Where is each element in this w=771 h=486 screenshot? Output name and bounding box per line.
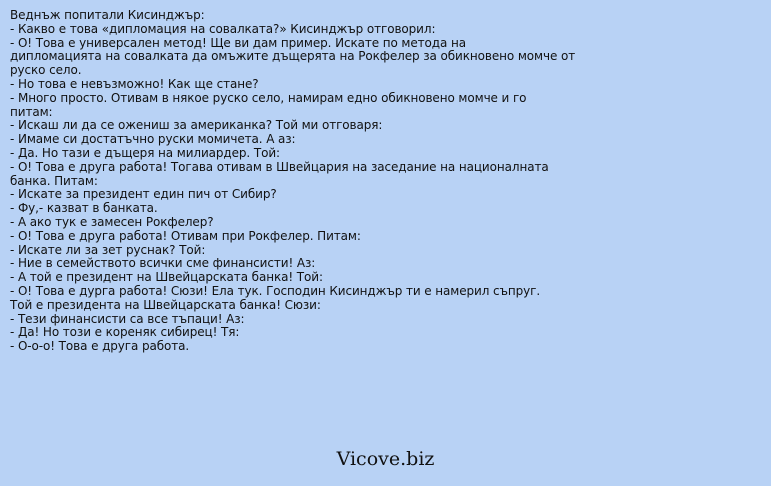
joke-line: - О! Това е друга работа! Отивам при Рокфелер. Питам: xyxy=(10,228,361,243)
joke-line: - Фу,- казват в банката. xyxy=(10,201,158,216)
joke-line: - Да! Но този е кореняк сибирец! Тя: xyxy=(10,325,240,340)
joke-text xyxy=(10,9,765,354)
joke-line: - Искате за президент един пич от Сибир? xyxy=(10,187,277,202)
joke-line: Веднъж попитали Кисинджър: xyxy=(10,8,205,22)
joke-line: - Но това е невъзможно! Как ще стане? xyxy=(10,76,259,91)
joke-line: - А той е президент на Швейцарската банка! Той: xyxy=(10,270,323,285)
joke-line: - О! Това е универсален метод! Ще ви дам пример. Искате по метода на xyxy=(10,35,466,50)
joke-line: - Тези финансисти са все тъпаци! Аз: xyxy=(10,311,245,326)
joke-line: руско село. xyxy=(10,63,82,78)
joke-line: питам: xyxy=(10,104,53,119)
joke-line: дипломацията на совалката да омъжите дъщерята на Рокфелер за обикновено момче от xyxy=(10,49,576,64)
joke-line: банка. Питам: xyxy=(10,173,98,188)
joke-line: - А ако тук е замесен Рокфелер? xyxy=(10,214,214,229)
joke-line: - Имаме си достатъчно руски момичета. А аз: xyxy=(10,132,296,147)
joke-line: - Какво е това «дипломация на совалката?» Кисинджър отговорил: xyxy=(10,21,436,36)
joke-line: - Да. Но тази е дъщеря на милиардер. Той: xyxy=(10,145,280,160)
joke-line: - О! Това е друга работа! Тогава отивам в Швейцария на заседание на националната xyxy=(10,159,549,174)
joke-line: - Искате ли за зет руснак? Той: xyxy=(10,242,206,257)
joke-line: - О-о-о! Това е друга работа. xyxy=(10,339,190,354)
joke-line: - Много просто. Отивам в някое руско село, намирам едно обикновено момче и го xyxy=(10,90,527,105)
site-watermark: Vicove.biz xyxy=(336,448,435,470)
joke-line: Той е президента на Швейцарската банка! Сюзи: xyxy=(10,297,321,312)
joke-line: - Искаш ли да се ожениш за американка? Той ми отговаря: xyxy=(10,118,383,133)
joke-line: - Ние в семейството всички сме финансисти! Аз: xyxy=(10,256,316,271)
joke-line: - О! Това е дурга работа! Сюзи! Ела тук. Господин Кисинджър ти е намерил съпруг. xyxy=(10,283,541,298)
